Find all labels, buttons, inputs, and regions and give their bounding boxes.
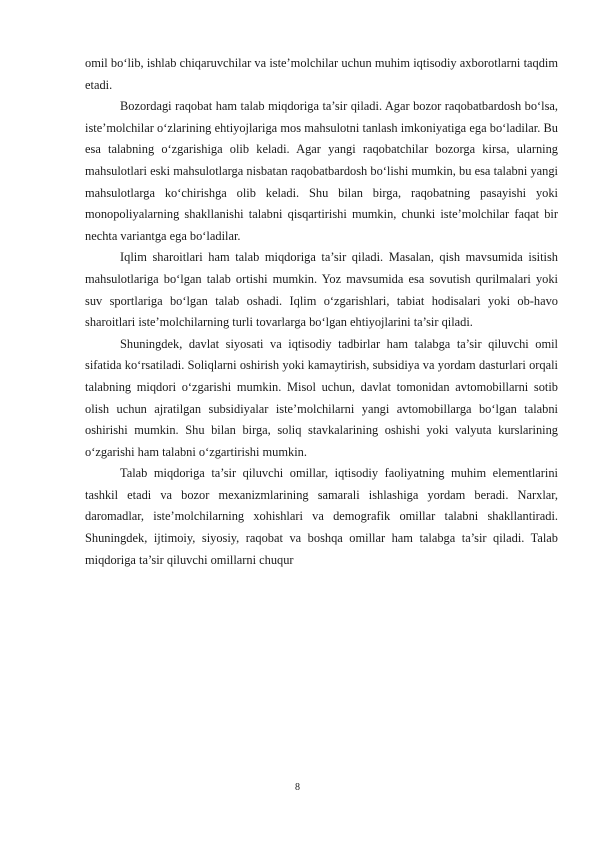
document-body — [85, 53, 558, 571]
paragraph-3: Iqlim sharoitlari ham talab miqdoriga ta’sir qiladi. Masalan, qish mavsumida isitish mahsulotlariga bo‘lgan talab ortishi mumkin. Yoz mavsumida esa sovutish qurilmalari yoki suv sportlariga bo‘lgan talab oshadi. Iqlim o‘zgarishlari, tabiat hodisalari yoki ob-havo sharoitlari iste’molchilarning turli tovarlarga bo‘lgan ehtiyojlarini ta’sir qiladi. — [85, 250, 558, 330]
page-number: 8 — [295, 782, 300, 793]
paragraph-2: Bozordagi raqobat ham talab miqdoriga ta’sir qiladi. Agar bozor raqobatbardosh bo‘lsa, iste’molchilar o‘zlarining ehtiyojlariga mos mahsulotni tanlash imkoniyatiga ega bo‘ladilar. Bu esa talabning o‘zgarishiga olib keladi. Agar yangi raqobatchilar bozorga kirsa, ularning mahsulotlari eski mahsulotlarga nisbatan raqobatbardosh bo‘lishi mumkin, bu esa talabni yangi mahsulotlarga ko‘chirishga olib keladi. Shu bilan birga, raqobatning pasayishi yoki monopoliyalarning shakllanishi talabni qisqartirishi mumkin, chunki iste’molchilar faqat bir nechta variantga ega bo‘ladilar. — [85, 99, 558, 243]
paragraph-1: omil bo‘lib, ishlab chiqaruvchilar va iste’molchilar uchun muhim iqtisodiy axborotlarni taqdim etadi. — [85, 56, 558, 92]
paragraph-4: Shuningdek, davlat siyosati va iqtisodiy tadbirlar ham talabga ta’sir qiluvchi omil sifatida ko‘rsatiladi. Soliqlarni oshirish yoki kamaytirish, subsidiya va yordam dasturlari orqali talabning miqdori o‘zgarishi mumkin. Misol uchun, davlat tomonidan avtomobillarni sotib olish uchun ajratilgan subsidiyalar iste’molchilarni yangi avtomobillarga bo‘lgan talabni oshirishi mumkin. Shu bilan birga, soliq stavkalarining oshishi yoki valyuta kurslarining o‘zgarishi ham talabni o‘zgartirishi mumkin. — [85, 336, 558, 459]
paragraph-5: Talab miqdoriga ta’sir qiluvchi omillar, iqtisodiy faoliyatning muhim elementlarini tashkil etadi va bozor mexanizmlarining samarali ishlashiga yordam beradi. Narxlar, daromadlar, iste’molchilarning xohishlari va demografik omillar talabni shakllantiradi. Shuningdek, ijtimoiy, siyosiy, raqobat va boshqa omillar ham talabga ta’sir qiladi. Talab miqdoriga ta’sir qiluvchi omillarni chuqur — [85, 466, 558, 567]
